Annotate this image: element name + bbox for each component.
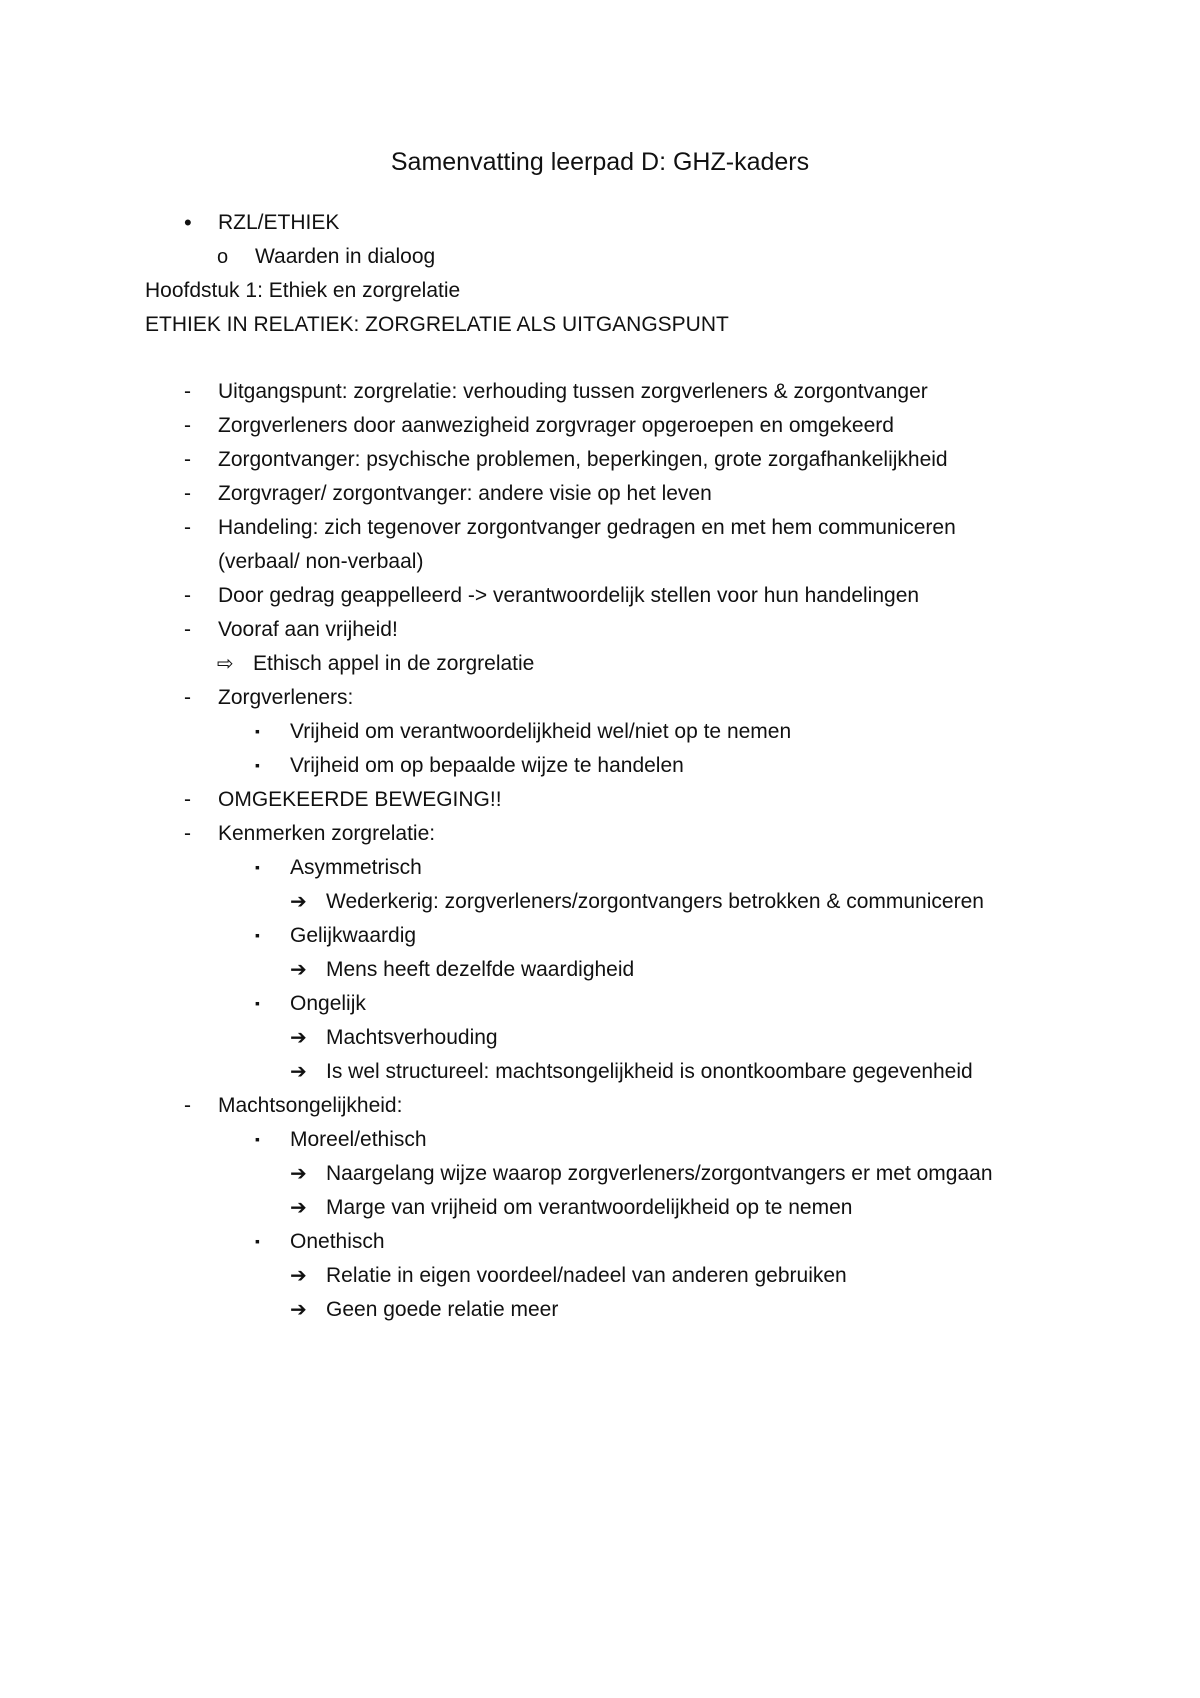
hollow-arrow-icon: ⇨	[217, 653, 234, 675]
list-item-text: Zorgverleners:	[218, 686, 354, 709]
list-item-text: Ongelijk	[290, 992, 366, 1015]
list-item-text: RZL/ETHIEK	[218, 211, 340, 234]
arrow-right-icon: ➔	[290, 1299, 307, 1321]
arrow-right-icon: ➔	[290, 1197, 307, 1219]
arrow-right-icon: ➔	[290, 891, 307, 913]
dash-marker: -	[184, 618, 191, 641]
list-item-text: Waarden in dialoog	[255, 245, 436, 268]
list-item-text: Zorgontvanger: psychische problemen, beperkingen, grote zorgafhankelijkheid	[218, 448, 948, 471]
list-item-text: Handeling: zich tegenover zorgontvanger gedragen en met hem communiceren	[218, 516, 956, 539]
list-item-text: Is wel structureel: machtsongelijkheid is onontkoombare gegevenheid	[326, 1060, 973, 1083]
dash-marker: -	[184, 414, 191, 437]
list-item-text: Naargelang wijze waarop zorgverleners/zorgontvangers er met omgaan	[326, 1162, 993, 1185]
list-item-text: Zorgvrager/ zorgontvanger: andere visie op het leven	[218, 482, 712, 505]
square-bullet-marker: ▪	[255, 723, 260, 739]
list-item-text: Moreel/ethisch	[290, 1128, 427, 1151]
list-item-text: Machtsverhouding	[326, 1026, 498, 1049]
list-item-text: Asymmetrisch	[290, 856, 422, 879]
circle-marker: o	[217, 246, 229, 268]
square-bullet-marker: ▪	[255, 1233, 260, 1249]
square-bullet-marker: ▪	[255, 859, 260, 875]
list-item-text: Geen goede relatie meer	[326, 1298, 559, 1321]
document-title: Samenvatting leerpad D: GHZ-kaders	[390, 148, 810, 176]
arrow-right-icon: ➔	[290, 1061, 307, 1083]
list-item-text: Gelijkwaardig	[290, 924, 417, 947]
list-item-text: Vooraf aan vrijheid!	[218, 618, 398, 641]
dash-marker: -	[184, 516, 191, 539]
dash-marker: -	[184, 482, 191, 505]
dash-marker: -	[184, 1094, 191, 1117]
list-item-text: Door gedrag geappelleerd -> verantwoordelijk stellen voor hun handelingen	[218, 584, 920, 607]
list-item-text: Vrijheid om verantwoordelijkheid wel/niet op te nemen	[290, 720, 792, 743]
arrow-right-icon: ➔	[290, 959, 307, 981]
list-item-text: Marge van vrijheid om verantwoordelijkheid op te nemen	[326, 1196, 853, 1219]
list-item-text: Onethisch	[290, 1230, 385, 1253]
list-item-text: Relatie in eigen voordeel/nadeel van anderen gebruiken	[326, 1264, 847, 1287]
dash-marker: -	[184, 380, 191, 403]
square-bullet-marker: ▪	[255, 1131, 260, 1147]
list-item-text: Machtsongelijkheid:	[218, 1094, 403, 1117]
dash-marker: -	[184, 686, 191, 709]
list-item-text: Vrijheid om op bepaalde wijze te handelen	[290, 754, 684, 777]
list-item-text: (verbaal/ non-verbaal)	[218, 550, 424, 573]
chapter-heading-text: Hoofdstuk 1: Ethiek en zorgrelatie	[145, 279, 461, 302]
section-heading-text: ETHIEK IN RELATIEK: ZORGRELATIE ALS UITGANGSPUNT	[145, 313, 729, 336]
arrow-right-icon: ➔	[290, 1027, 307, 1049]
bullet-marker: •	[184, 210, 192, 235]
list-item-text: Uitgangspunt: zorgrelatie: verhouding tussen zorgverleners & zorgontvanger	[218, 380, 928, 403]
square-bullet-marker: ▪	[255, 757, 260, 773]
list-item-text: OMGEKEERDE BEWEGING!!	[218, 788, 502, 811]
dash-marker: -	[184, 788, 191, 811]
list-item-text: Zorgverleners door aanwezigheid zorgvrager opgeroepen en omgekeerd	[218, 414, 894, 437]
arrow-right-icon: ➔	[290, 1163, 307, 1185]
arrow-right-icon: ➔	[290, 1265, 307, 1287]
dash-marker: -	[184, 584, 191, 607]
square-bullet-marker: ▪	[255, 927, 260, 943]
list-item-text: Mens heeft dezelfde waardigheid	[326, 958, 635, 981]
dash-marker: -	[184, 822, 191, 845]
list-item-text: Wederkerig: zorgverleners/zorgontvangers betrokken & communiceren	[326, 890, 984, 913]
dash-marker: -	[184, 448, 191, 471]
list-item-text: Kenmerken zorgrelatie:	[218, 822, 436, 845]
square-bullet-marker: ▪	[255, 995, 260, 1011]
list-item-text: Ethisch appel in de zorgrelatie	[253, 652, 535, 675]
